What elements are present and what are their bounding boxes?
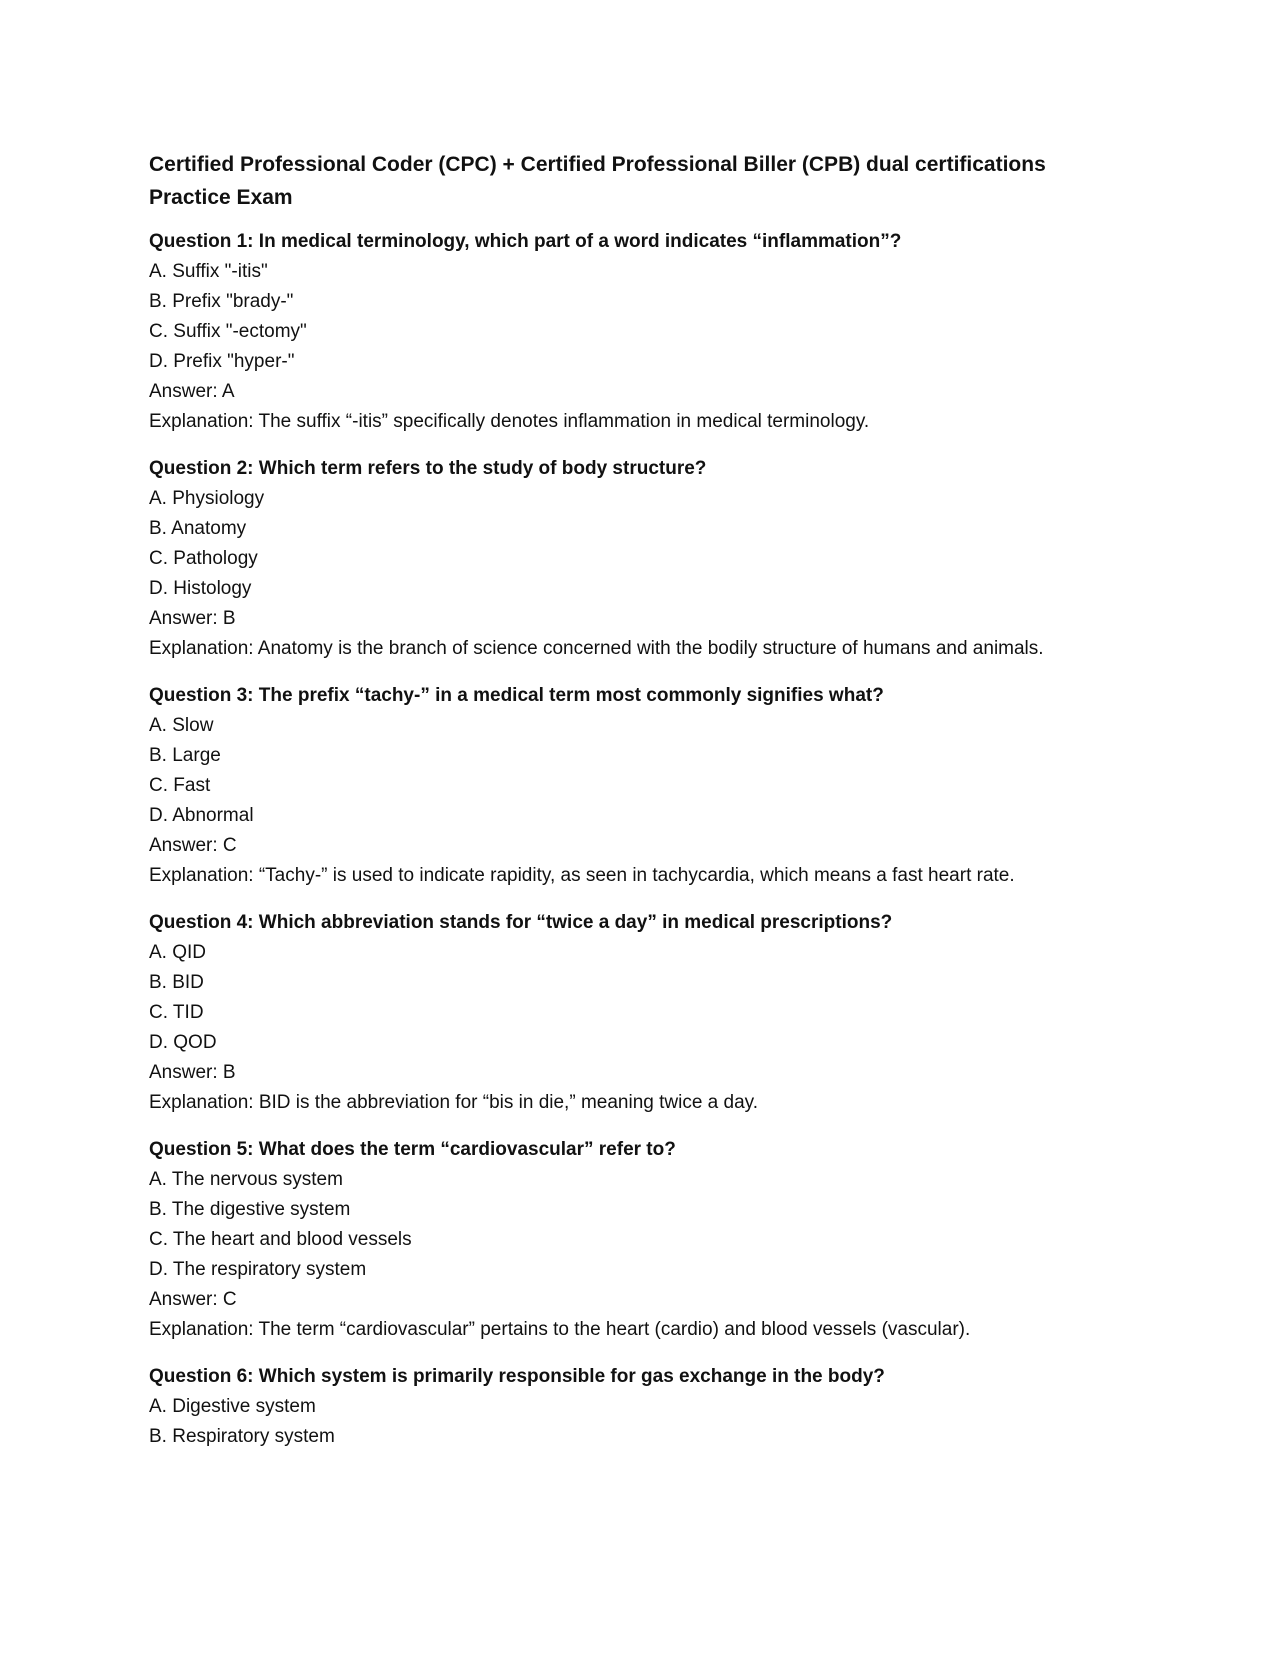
option-b: B. The digestive system xyxy=(149,1199,351,1220)
option-d: D. The respiratory system xyxy=(149,1259,367,1280)
title-line-1: Certified Professional Coder (CPC) + Certified Professional Biller (CPB) dual certifications xyxy=(149,153,1046,176)
question-text: Question 2: Which term refers to the study of body structure? xyxy=(149,458,707,479)
option-d: D. Histology xyxy=(149,578,252,599)
option-d: D. Abnormal xyxy=(149,805,254,826)
option-b: B. Prefix "brady-" xyxy=(149,291,294,312)
option-c: C. Fast xyxy=(149,775,211,796)
option-a: A. Suffix "-itis" xyxy=(149,261,268,282)
answer-line: Answer: B xyxy=(149,608,236,629)
question-block-1 xyxy=(149,227,1149,437)
question-block-2 xyxy=(149,454,1149,664)
question-text: Question 3: The prefix “tachy-” in a medical term most commonly signifies what? xyxy=(149,685,884,706)
option-a: A. Physiology xyxy=(149,488,265,509)
answer-line: Answer: B xyxy=(149,1062,236,1083)
option-a: A. The nervous system xyxy=(149,1169,343,1190)
answer-line: Answer: C xyxy=(149,835,237,856)
explanation-line: Explanation: The suffix “-itis” specifically denotes inflammation in medical terminology. xyxy=(149,411,870,432)
explanation-line: Explanation: Anatomy is the branch of science concerned with the bodily structure of humans and animals. xyxy=(149,638,1044,659)
explanation-line: Explanation: “Tachy-” is used to indicate rapidity, as seen in tachycardia, which means a fast heart rate. xyxy=(149,865,1015,886)
explanation-line: Explanation: The term “cardiovascular” pertains to the heart (cardio) and blood vessels (vascular). xyxy=(149,1319,971,1340)
option-d: D. Prefix "hyper-" xyxy=(149,351,295,372)
answer-line: Answer: A xyxy=(149,381,235,402)
question-text: Question 1: In medical terminology, which part of a word indicates “inflammation”? xyxy=(149,231,902,252)
option-c: C. Suffix "-ectomy" xyxy=(149,321,307,342)
option-a: A. Slow xyxy=(149,715,214,736)
answer-line: Answer: C xyxy=(149,1289,237,1310)
option-c: C. TID xyxy=(149,1002,204,1023)
option-b: B. Large xyxy=(149,745,221,766)
title-line-2: Practice Exam xyxy=(149,186,293,209)
option-b: B. BID xyxy=(149,972,204,993)
question-text: Question 5: What does the term “cardiovascular” refer to? xyxy=(149,1139,676,1160)
question-text: Question 6: Which system is primarily responsible for gas exchange in the body? xyxy=(149,1366,885,1387)
option-a: A. QID xyxy=(149,942,207,963)
option-c: C. Pathology xyxy=(149,548,258,569)
option-d: D. QOD xyxy=(149,1032,217,1053)
question-block-3 xyxy=(149,681,1149,891)
explanation-line: Explanation: BID is the abbreviation for “bis in die,” meaning twice a day. xyxy=(149,1092,759,1113)
question-block-4 xyxy=(149,908,1149,1118)
question-block-5 xyxy=(149,1135,1149,1345)
option-c: C. The heart and blood vessels xyxy=(149,1229,412,1250)
option-b: B. Anatomy xyxy=(149,518,247,539)
question-block-6 xyxy=(149,1362,1149,1452)
option-b: B. Respiratory system xyxy=(149,1426,335,1447)
document-title xyxy=(149,148,1149,214)
document-page xyxy=(149,148,1149,1469)
option-a: A. Digestive system xyxy=(149,1396,316,1417)
question-text: Question 4: Which abbreviation stands for “twice a day” in medical prescriptions? xyxy=(149,912,893,933)
